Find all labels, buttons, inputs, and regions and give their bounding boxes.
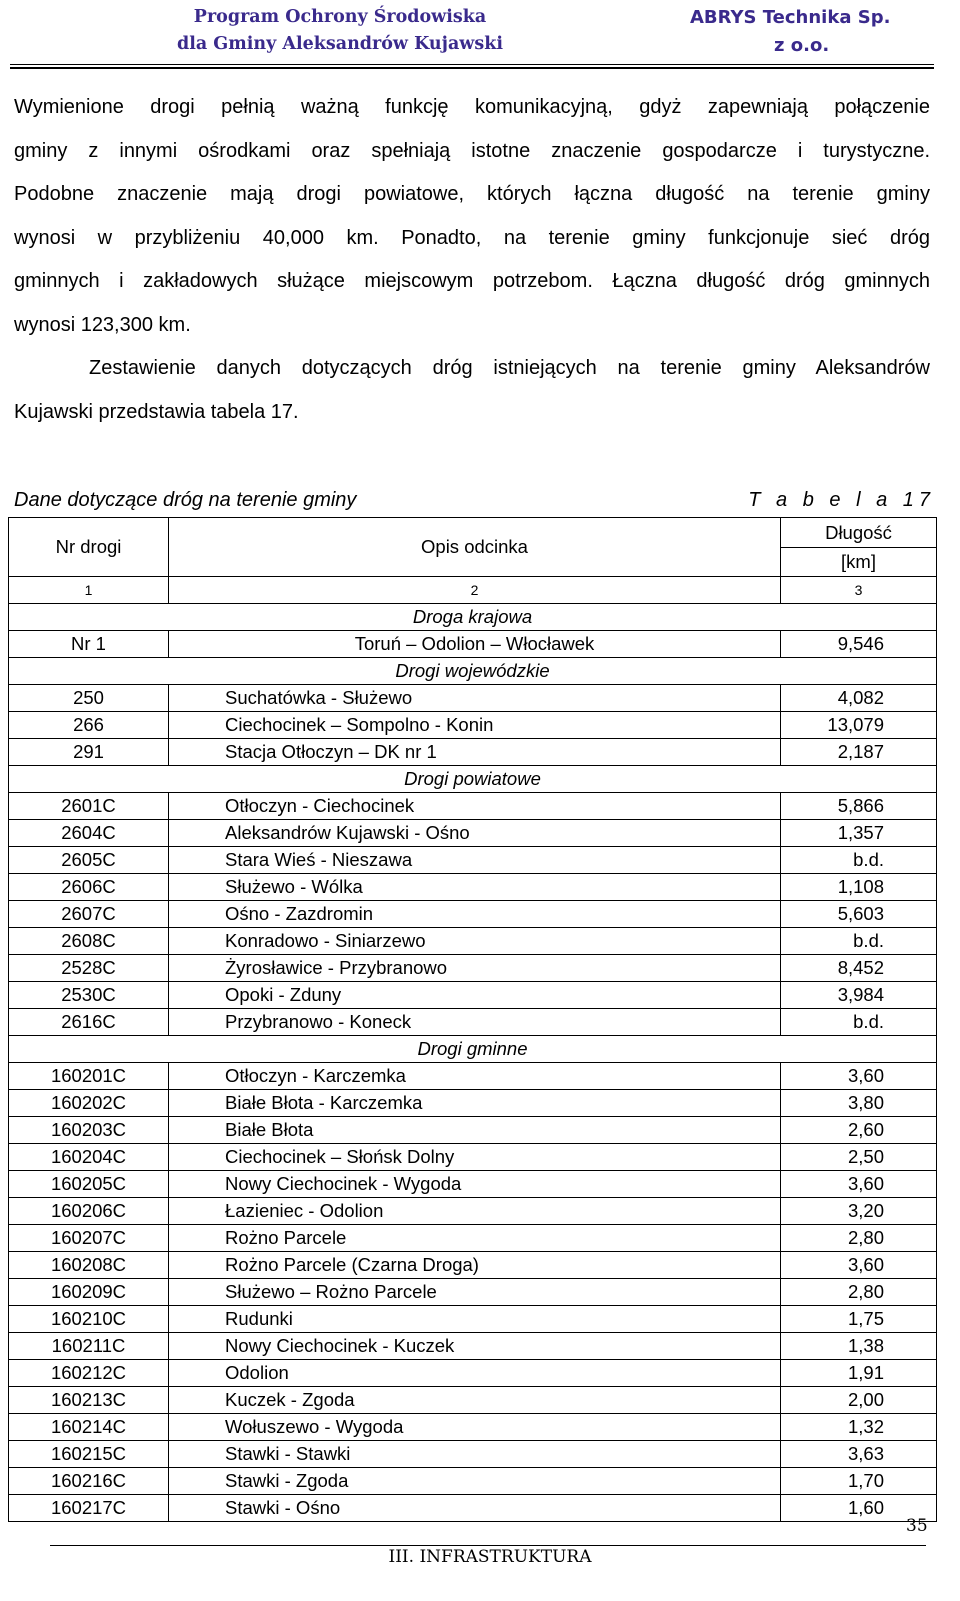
header-program-title (160, 4, 520, 58)
header-opis-odcinka: Opis odcinka (169, 518, 781, 577)
table-row (9, 1117, 937, 1144)
road-length: 3,63 (781, 1441, 937, 1468)
road-description: Białe Błota (169, 1117, 781, 1144)
table-row (9, 1279, 937, 1306)
column-number: 3 (781, 577, 937, 604)
road-length: 3,60 (781, 1063, 937, 1090)
road-length: 5,603 (781, 901, 937, 928)
table-row (9, 1468, 937, 1495)
road-description: Odolion (169, 1360, 781, 1387)
road-description: Ciechocinek – Słońsk Dolny (169, 1144, 781, 1171)
road-description: Nowy Ciechocinek - Wygoda (169, 1171, 781, 1198)
road-description: Konradowo - Siniarzewo (169, 928, 781, 955)
header-program-line1: Program Ochrony Środowiska (193, 7, 487, 27)
table-row (9, 793, 937, 820)
table-caption-label: T a b e l a 17 (748, 489, 935, 511)
table-row (9, 1225, 937, 1252)
road-length: 3,80 (781, 1090, 937, 1117)
table-row (9, 1441, 937, 1468)
road-number: 160211C (9, 1333, 169, 1360)
header-company-line2: z o.o. (774, 35, 830, 56)
road-description: Opoki - Zduny (169, 982, 781, 1009)
road-number: 160207C (9, 1225, 169, 1252)
table-row (9, 901, 937, 928)
road-description: Nowy Ciechocinek - Kuczek (169, 1333, 781, 1360)
road-description: Ciechocinek – Sompolno - Konin (169, 712, 781, 739)
table-row (9, 1063, 937, 1090)
body-line: gminy z innymi ośrodkami oraz spełniają istotne znaczenie gospodarcze i turystyczne. (14, 139, 930, 162)
table-row (9, 1387, 937, 1414)
table-row (9, 1090, 937, 1117)
table-row (9, 739, 937, 766)
section-title: Drogi gminne (9, 1036, 937, 1063)
road-description: Rożno Parcele (Czarna Droga) (169, 1252, 781, 1279)
road-description: Łazieniec - Odolion (169, 1198, 781, 1225)
body-line: wynosi w przybliżeniu 40,000 km. Ponadto, na terenie gminy funkcjonuje sieć dróg (14, 226, 930, 249)
road-number: 2601C (9, 793, 169, 820)
header-company (690, 4, 930, 60)
road-description: Toruń – Odolion – Włocławek (169, 631, 781, 658)
table-row (9, 1360, 937, 1387)
section-row (9, 766, 937, 793)
road-length: 13,079 (781, 712, 937, 739)
header-company-line1: ABRYS Technika Sp. (690, 7, 891, 28)
section-row (9, 604, 937, 631)
table-row (9, 820, 937, 847)
road-length: 2,50 (781, 1144, 937, 1171)
road-description: Aleksandrów Kujawski - Ośno (169, 820, 781, 847)
road-description: Otłoczyn - Karczemka (169, 1063, 781, 1090)
road-description: Stawki - Zgoda (169, 1468, 781, 1495)
column-number-row (9, 577, 937, 604)
road-length: b.d. (781, 847, 937, 874)
road-number: 160204C (9, 1144, 169, 1171)
section-row (9, 658, 937, 685)
section-title: Drogi powiatowe (9, 766, 937, 793)
road-description: Rudunki (169, 1306, 781, 1333)
road-length: 1,75 (781, 1306, 937, 1333)
table-row (9, 847, 937, 874)
road-number: 160205C (9, 1171, 169, 1198)
road-description: Ośno - Zazdromin (169, 901, 781, 928)
road-length: 1,70 (781, 1468, 937, 1495)
road-description: Służewo – Rożno Parcele (169, 1279, 781, 1306)
road-number: 160216C (9, 1468, 169, 1495)
road-length: b.d. (781, 928, 937, 955)
roads-table (8, 517, 937, 1522)
road-number: 160213C (9, 1387, 169, 1414)
header-program-line2: dla Gminy Aleksandrów Kujawski (176, 34, 503, 54)
body-line: Kujawski przedstawia tabela 17. (14, 400, 299, 423)
table-caption-title: Dane dotyczące dróg na terenie gminy (14, 489, 357, 511)
road-description: Białe Błota - Karczemka (169, 1090, 781, 1117)
road-number: 2616C (9, 1009, 169, 1036)
road-length: 1,38 (781, 1333, 937, 1360)
road-length: 3,20 (781, 1198, 937, 1225)
road-length: 2,80 (781, 1225, 937, 1252)
road-description: Żyrosławice - Przybranowo (169, 955, 781, 982)
road-length: 4,082 (781, 685, 937, 712)
road-length: 3,984 (781, 982, 937, 1009)
road-description: Wołuszewo - Wygoda (169, 1414, 781, 1441)
road-length: 1,32 (781, 1414, 937, 1441)
road-number: 160214C (9, 1414, 169, 1441)
footer-chapter: III. INFRASTRUKTURA (388, 1547, 592, 1567)
header-dlugosc-unit: [km] (841, 550, 876, 572)
road-number: 160215C (9, 1441, 169, 1468)
table-row (9, 1198, 937, 1225)
road-number: 2528C (9, 955, 169, 982)
road-number: 266 (9, 712, 169, 739)
road-length: 1,91 (781, 1360, 937, 1387)
road-length: b.d. (781, 1009, 937, 1036)
road-number: 250 (9, 685, 169, 712)
road-description: Stawki - Ośno (169, 1495, 781, 1522)
table-row (9, 874, 937, 901)
body-line: Zestawienie danych dotyczących dróg istniejących na terenie gminy Aleksandrów (89, 357, 930, 379)
header-dlugosc-label: Długość (781, 519, 936, 548)
body-text (14, 86, 930, 434)
road-description: Kuczek - Zgoda (169, 1387, 781, 1414)
road-length: 5,866 (781, 793, 937, 820)
body-line: wynosi 123,300 km. (14, 313, 191, 336)
road-length: 1,60 (781, 1495, 937, 1522)
body-line: Podobne znaczenie mają drogi powiatowe, których łączna długość na terenie gminy (14, 183, 930, 205)
road-number: 2605C (9, 847, 169, 874)
road-length: 2,60 (781, 1117, 937, 1144)
table-row (9, 1306, 937, 1333)
road-length: 3,60 (781, 1171, 937, 1198)
road-number: 160206C (9, 1198, 169, 1225)
section-title: Droga krajowa (9, 604, 937, 631)
road-length: 2,80 (781, 1279, 937, 1306)
road-length: 8,452 (781, 955, 937, 982)
road-number: 2606C (9, 874, 169, 901)
table-row (9, 1414, 937, 1441)
road-description: Otłoczyn - Ciechocinek (169, 793, 781, 820)
road-length: 2,00 (781, 1387, 937, 1414)
header-nr-drogi: Nr drogi (9, 518, 169, 577)
table-row (9, 1171, 937, 1198)
road-description: Stawki - Stawki (169, 1441, 781, 1468)
road-number: 2608C (9, 928, 169, 955)
road-length: 9,546 (781, 631, 937, 658)
table-header-row (9, 518, 937, 577)
table-row (9, 1144, 937, 1171)
road-number: 160217C (9, 1495, 169, 1522)
column-number: 1 (9, 577, 169, 604)
road-length: 3,60 (781, 1252, 937, 1279)
footer-divider (50, 1545, 926, 1546)
section-title: Drogi wojewódzkie (9, 658, 937, 685)
header-dlugosc (781, 518, 937, 577)
table-row (9, 631, 937, 658)
table-row (9, 712, 937, 739)
road-description: Suchatówka - Służewo (169, 685, 781, 712)
road-length: 1,357 (781, 820, 937, 847)
road-description: Przybranowo - Koneck (169, 1009, 781, 1036)
road-length: 1,108 (781, 874, 937, 901)
table-row (9, 685, 937, 712)
road-number: 160209C (9, 1279, 169, 1306)
table-row (9, 1252, 937, 1279)
table-row (9, 1495, 937, 1522)
road-description: Stacja Otłoczyn – DK nr 1 (169, 739, 781, 766)
road-description: Rożno Parcele (169, 1225, 781, 1252)
road-number: 2530C (9, 982, 169, 1009)
road-description: Stara Wieś - Nieszawa (169, 847, 781, 874)
header-divider (10, 64, 934, 65)
page-number: 35 (906, 1516, 928, 1536)
section-row (9, 1036, 937, 1063)
road-number: 160201C (9, 1063, 169, 1090)
road-number: 160212C (9, 1360, 169, 1387)
road-number: 160202C (9, 1090, 169, 1117)
header-divider-thick (10, 67, 934, 69)
road-description: Służewo - Wólka (169, 874, 781, 901)
body-line: Wymienione drogi pełnią ważną funkcję komunikacyjną, gdyż zapewniają połączenie (14, 96, 930, 118)
table-body (9, 604, 937, 1522)
road-number: 291 (9, 739, 169, 766)
road-number: 160203C (9, 1117, 169, 1144)
table-row (9, 955, 937, 982)
table-row (9, 982, 937, 1009)
road-number: Nr 1 (9, 631, 169, 658)
column-number: 2 (169, 577, 781, 604)
table-row (9, 928, 937, 955)
road-number: 160208C (9, 1252, 169, 1279)
road-number: 2607C (9, 901, 169, 928)
table-caption (14, 489, 935, 512)
table-row (9, 1333, 937, 1360)
table-row (9, 1009, 937, 1036)
body-line: gminnych i zakładowych służące miejscowym potrzebom. Łączna długość dróg gminnych (14, 270, 930, 292)
road-length: 2,187 (781, 739, 937, 766)
road-number: 160210C (9, 1306, 169, 1333)
road-number: 2604C (9, 820, 169, 847)
